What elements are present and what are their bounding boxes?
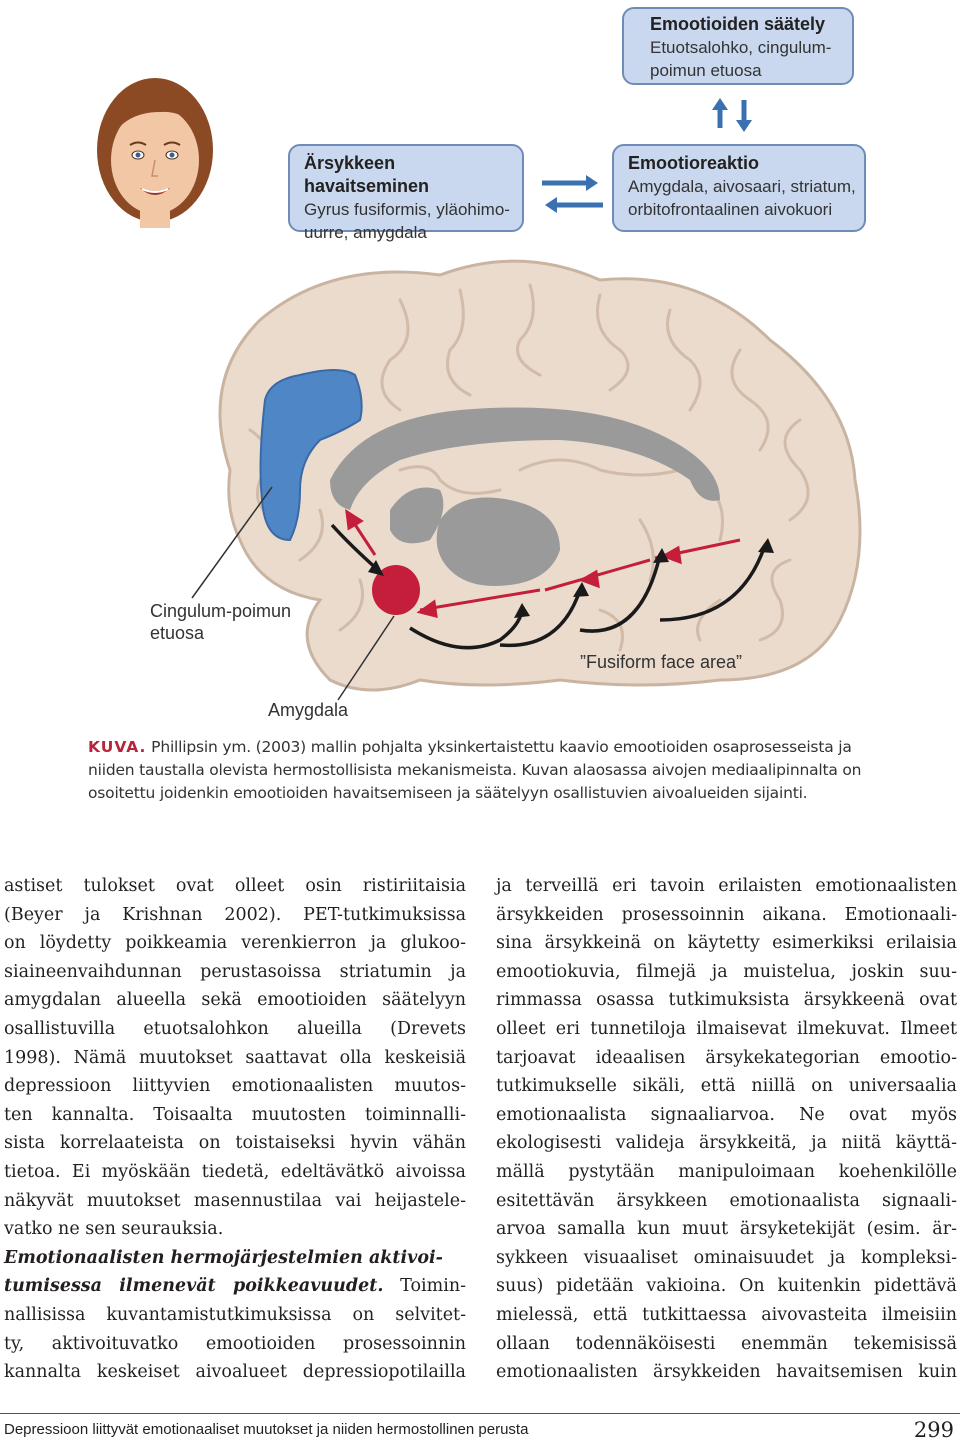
text-line: mällä pystytään manipuloimaan koehenkilölle: [496, 1161, 957, 1182]
arrow-reaction-to-regulation: [712, 98, 728, 128]
text-line: tietoa. Ei myöskään tiedetä, edeltävätkö aivoissa: [4, 1161, 466, 1182]
box-reaction-line-1: Amygdala, aivosaari, striatum,: [628, 177, 856, 196]
box-regulation-line-1: Etuotsalohko, cingulum-: [650, 38, 832, 57]
text-line: 1998). Nämä muutokset saattavat olla keskeisiä: [4, 1047, 466, 1068]
label-amygdala: Amygdala: [268, 700, 349, 720]
section-heading-part-1: Emotionaalisten hermojärjestelmien aktivoi-: [4, 1247, 443, 1268]
text-line: depressioon liittyvien emotionaalisten muutos-: [4, 1076, 466, 1097]
text-line: astiset tulokset ovat olleet osin ristiriitaisia: [4, 876, 466, 896]
text-line: sista korrelaateista on toistaiseksi hyvin vähän: [4, 1133, 466, 1154]
box-reaction-title: Emootioreaktio: [628, 153, 760, 173]
left-after-heading: Toimin-: [383, 1276, 466, 1297]
text-line: emotionaalista signaaliarvoa. Ne ovat myös: [496, 1104, 957, 1125]
text-line: mielessä, että tutkittaessa aivovasteita ilmeisiin: [496, 1304, 957, 1325]
box-emotion-regulation: [622, 7, 854, 85]
arrow-regulation-to-reaction: [736, 100, 752, 132]
text-line: emootiokuvia, filmejä ja muistelua, joskin suu-: [496, 961, 957, 982]
box-regulation-title: Emootioiden säätely: [650, 14, 826, 34]
text-line: arvoa samalla kun muut ärsyketekijät (esim. är-: [496, 1219, 957, 1240]
text-line: suus) pidetään vakioina. On kuitenkin pidettävä: [496, 1276, 957, 1297]
page-number: 299: [913, 1418, 954, 1442]
left-heading-line-2: [4, 1272, 466, 1301]
box-perception-line-2: uurre, amygdala: [304, 223, 427, 242]
text-line: ollaan todennäköisesti enemmän tekemisissä: [496, 1333, 957, 1354]
footer-title: Depressioon liittyvät emotionaaliset muutokset ja niiden hermostollinen perusta: [4, 1421, 529, 1438]
section-heading-part-2: tumisessa ilmenevät poikkeavuudet.: [4, 1276, 384, 1297]
text-line: rimmassa osassa tutkimuksista ärsykkeenä ovat: [496, 990, 957, 1011]
text-line: näkyvät muutokset masennustilaa vai heijastele-: [4, 1190, 466, 1211]
text-line: emotionaalisten ärsykkeiden havaitsemisen kuin: [496, 1362, 957, 1383]
label-cingulum-line-2: etuosa: [150, 623, 205, 643]
text-line: ärsykkeiden prosessoinnin aikana. Emotionaali-: [496, 904, 957, 925]
footer-rule: [0, 1413, 960, 1414]
box-stimulus-perception: [288, 144, 524, 242]
text-line: kannalta keskeiset aivoalueet depressiopotilailla: [4, 1362, 466, 1383]
box-perception-title: Ärsykkeen havaitseminen: [304, 153, 430, 196]
text-line: nallisissa kuvantamistutkimuksissa on selvitet-: [4, 1304, 466, 1325]
text-line: on löydetty poikkeamia verenkierron ja glukoo-: [4, 933, 466, 954]
text-line: esitettävän ärsykkeen emotionaalista signaali-: [496, 1190, 957, 1211]
caption-text: Phillipsin ym. (2003) mallin pohjalta yksinkertaistettu kaavio emootioiden osaprosesseista ja niiden taustalla olevista hermostollisista mekanismeista. Kuvan alaosassa aivojen mediaalipinnalta on osoitettu joidenkin emootioiden havaitsemiseen ja säätelyyn osallistuvien aivoalueiden sijainti.: [88, 738, 862, 802]
label-fusiform: ”Fusiform face area”: [580, 652, 743, 672]
left-column: [4, 872, 466, 1387]
box-regulation-line-2: poimun etuosa: [650, 61, 762, 80]
left-heading-line: [4, 1244, 466, 1273]
text-line: sykkeen visuaaliset ominaisuudet ja kompleksi-: [496, 1247, 957, 1268]
arrow-perception-to-reaction: [542, 175, 598, 191]
text-line: osallistuvilla etuotsalohkon alueilla (Drevets: [4, 1018, 466, 1039]
box-perception-line-1: Gyrus fusiformis, yläohimo-: [304, 200, 510, 219]
text-line: sina ärsykkeinä on käytetty esimerkiksi erilaisia: [496, 933, 957, 954]
text-line: olleet eri tunnetiloja ilmaisevat ilmekuvat. Ilmeet: [496, 1018, 957, 1039]
text-line: ty, aktivoituvatko emootioiden prosessoinnin: [4, 1333, 466, 1354]
caption-keyword: KUVA.: [88, 738, 147, 756]
label-cingulum-line-1: Cingulum-poimun: [150, 601, 292, 621]
text-line: tarjoavat ideaalisen ärsykekategorian emootio-: [496, 1047, 957, 1068]
face-illustration: [97, 78, 213, 228]
box-emotion-reaction: [612, 144, 866, 232]
text-line: (Beyer ja Krishnan 2002). PET-tutkimuksissa: [4, 904, 466, 925]
text-line: ja terveillä eri tavoin erilaisten emotionaalisten: [496, 876, 957, 896]
figure-caption: [88, 736, 888, 805]
text-line: siaineenvaihdunnan perustasoissa striatumin ja: [4, 961, 466, 982]
text-line: ten kannalta. Toisaalta muutosten toiminnalli-: [4, 1104, 466, 1125]
right-column: [496, 872, 957, 1387]
brain-illustration: [192, 261, 860, 700]
text-line: tutkimukselle sikäli, että niillä on universaalia: [496, 1076, 957, 1097]
text-line: ekologisesti valideja ärsykkeitä, ja niitä käyttä-: [496, 1133, 957, 1154]
label-cingulum: [150, 600, 291, 644]
box-reaction-line-2: orbitofrontaalinen aivokuori: [628, 200, 833, 219]
arrow-reaction-to-perception: [545, 197, 603, 213]
text-line: vatko ne sen seurauksia.: [4, 1219, 224, 1240]
text-line: amygdalan alueella sekä emootioiden säätelyyn: [4, 990, 466, 1011]
